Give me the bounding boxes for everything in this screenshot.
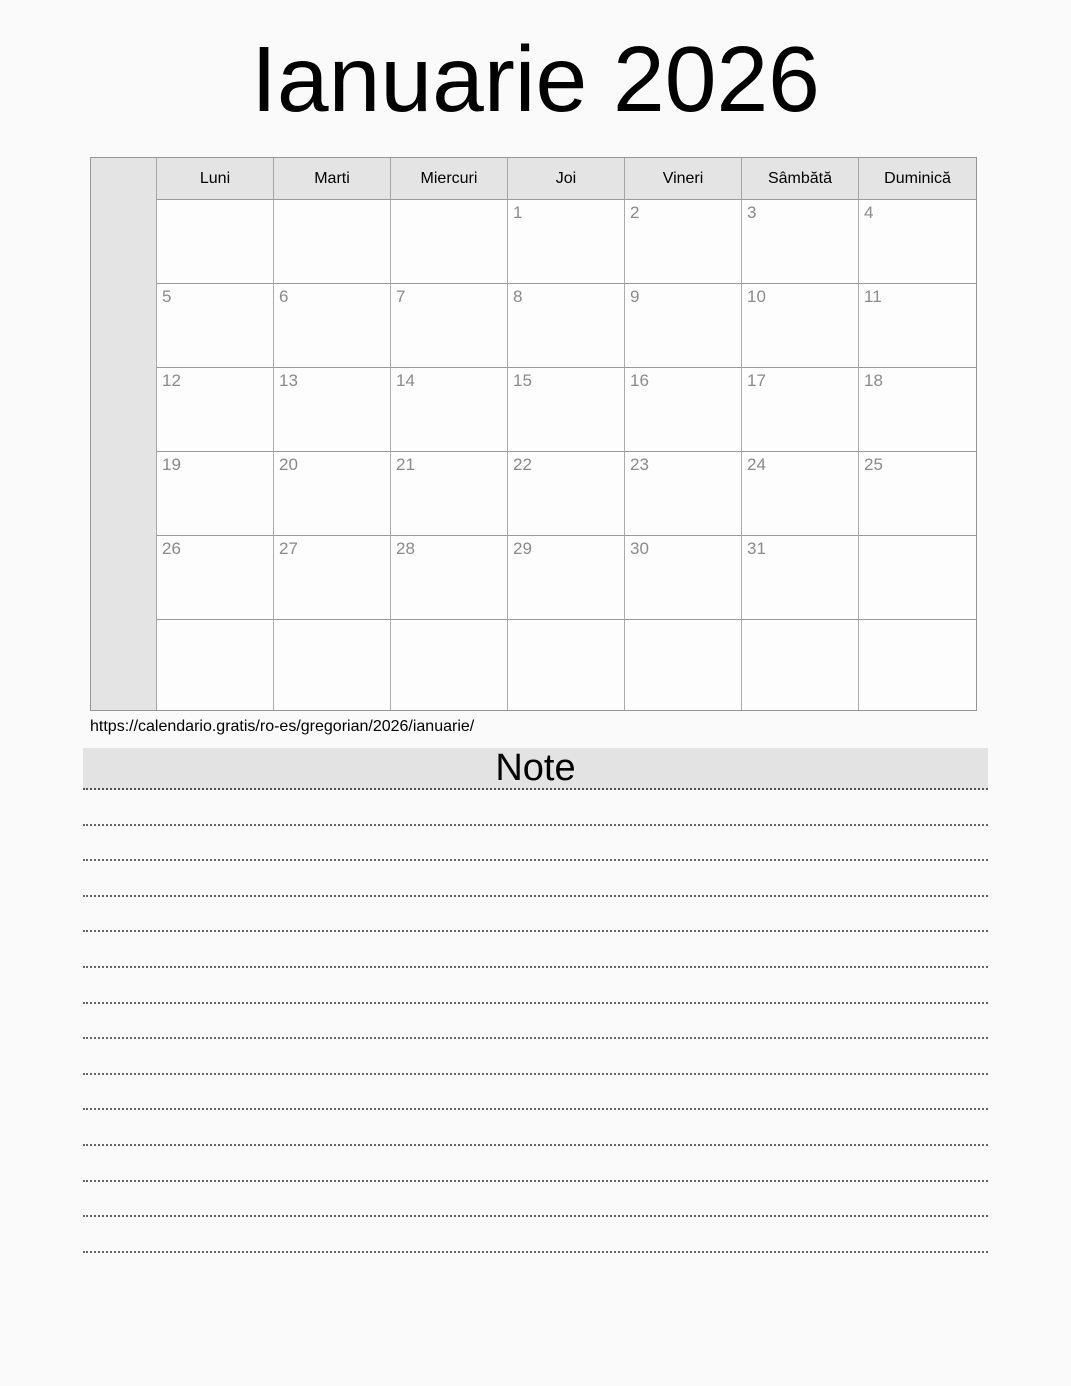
day-cell-1 bbox=[508, 200, 625, 284]
day-cell-empty bbox=[391, 200, 508, 284]
note-line bbox=[83, 1075, 988, 1111]
day-number: 8 bbox=[513, 287, 523, 306]
day-cell-22 bbox=[508, 452, 625, 536]
note-line bbox=[83, 1146, 988, 1182]
day-cell-empty bbox=[391, 620, 508, 710]
day-number: 2 bbox=[630, 203, 640, 222]
day-cell-empty bbox=[625, 620, 742, 710]
day-number: 15 bbox=[513, 371, 532, 390]
day-cell-empty bbox=[859, 620, 976, 710]
day-cell-2 bbox=[625, 200, 742, 284]
day-cell-17 bbox=[742, 368, 859, 452]
day-cell-30 bbox=[625, 536, 742, 620]
day-cell-25 bbox=[859, 452, 976, 536]
day-number: 14 bbox=[396, 371, 415, 390]
day-number: 22 bbox=[513, 455, 532, 474]
day-header-marti: Marti bbox=[274, 158, 391, 200]
day-cell-29 bbox=[508, 536, 625, 620]
day-number: 17 bbox=[747, 371, 766, 390]
day-number: 12 bbox=[162, 371, 181, 390]
day-header-sambata: Sâmbătă bbox=[742, 158, 859, 200]
day-cell-5 bbox=[157, 284, 274, 368]
day-header-joi: Joi bbox=[508, 158, 625, 200]
day-cell-24 bbox=[742, 452, 859, 536]
day-number: 3 bbox=[747, 203, 757, 222]
note-line bbox=[83, 897, 988, 933]
day-header-miercuri: Miercuri bbox=[391, 158, 508, 200]
day-number: 11 bbox=[864, 287, 882, 306]
day-cell-11 bbox=[859, 284, 976, 368]
day-number: 9 bbox=[630, 287, 640, 306]
day-number: 19 bbox=[162, 455, 181, 474]
day-number: 20 bbox=[279, 455, 298, 474]
note-line bbox=[83, 1182, 988, 1218]
notes-section bbox=[83, 748, 988, 1253]
day-number: 24 bbox=[747, 455, 766, 474]
note-line bbox=[83, 932, 988, 968]
day-number: 21 bbox=[396, 455, 415, 474]
day-number: 6 bbox=[279, 287, 289, 306]
day-cell-empty bbox=[742, 620, 859, 710]
day-cell-9 bbox=[625, 284, 742, 368]
day-number: 30 bbox=[630, 539, 649, 558]
note-line bbox=[83, 826, 988, 862]
day-number: 1 bbox=[513, 203, 523, 222]
day-cell-18 bbox=[859, 368, 976, 452]
day-cell-16 bbox=[625, 368, 742, 452]
note-line bbox=[83, 1039, 988, 1075]
day-cell-7 bbox=[391, 284, 508, 368]
notes-title: Note bbox=[495, 746, 576, 789]
day-cell-empty bbox=[859, 536, 976, 620]
day-number: 23 bbox=[630, 455, 649, 474]
day-cell-15 bbox=[508, 368, 625, 452]
day-cell-empty bbox=[274, 620, 391, 710]
day-number: 5 bbox=[162, 287, 172, 306]
day-number: 28 bbox=[396, 539, 415, 558]
day-number: 10 bbox=[747, 287, 766, 306]
day-cell-4 bbox=[859, 200, 976, 284]
day-number: 27 bbox=[279, 539, 298, 558]
day-cell-empty bbox=[508, 620, 625, 710]
source-url: https://calendario.gratis/ro-es/gregorian/2026/ianuarie/ bbox=[90, 718, 475, 735]
day-cell-28 bbox=[391, 536, 508, 620]
day-cell-23 bbox=[625, 452, 742, 536]
calendar-table bbox=[90, 157, 977, 711]
day-cell-31 bbox=[742, 536, 859, 620]
note-line bbox=[83, 1110, 988, 1146]
day-cell-13 bbox=[274, 368, 391, 452]
day-cell-21 bbox=[391, 452, 508, 536]
day-number: 31 bbox=[747, 539, 766, 558]
day-cell-27 bbox=[274, 536, 391, 620]
day-number: 26 bbox=[162, 539, 181, 558]
day-number: 13 bbox=[279, 371, 298, 390]
day-cell-empty bbox=[274, 200, 391, 284]
calendar-left-column bbox=[91, 158, 157, 710]
notes-header-bar bbox=[83, 748, 988, 790]
day-number: 29 bbox=[513, 539, 532, 558]
day-cell-3 bbox=[742, 200, 859, 284]
day-number: 16 bbox=[630, 371, 649, 390]
day-cell-19 bbox=[157, 452, 274, 536]
day-header-luni: Luni bbox=[157, 158, 274, 200]
page-title: Ianuarie 2026 bbox=[251, 27, 820, 131]
day-cell-20 bbox=[274, 452, 391, 536]
day-number: 7 bbox=[396, 287, 406, 306]
day-cell-10 bbox=[742, 284, 859, 368]
day-number: 25 bbox=[864, 455, 883, 474]
day-number: 4 bbox=[864, 203, 874, 222]
notes-lines bbox=[83, 790, 988, 1253]
day-cell-empty bbox=[157, 200, 274, 284]
day-header-duminica: Duminică bbox=[859, 158, 976, 200]
note-line bbox=[83, 861, 988, 897]
day-cell-empty bbox=[157, 620, 274, 710]
note-line bbox=[83, 968, 988, 1004]
day-cell-12 bbox=[157, 368, 274, 452]
note-line bbox=[83, 790, 988, 826]
day-cell-6 bbox=[274, 284, 391, 368]
day-cell-8 bbox=[508, 284, 625, 368]
day-cell-26 bbox=[157, 536, 274, 620]
day-cell-14 bbox=[391, 368, 508, 452]
day-number: 18 bbox=[864, 371, 883, 390]
day-header-vineri: Vineri bbox=[625, 158, 742, 200]
note-line bbox=[83, 1004, 988, 1040]
note-line bbox=[83, 1217, 988, 1253]
